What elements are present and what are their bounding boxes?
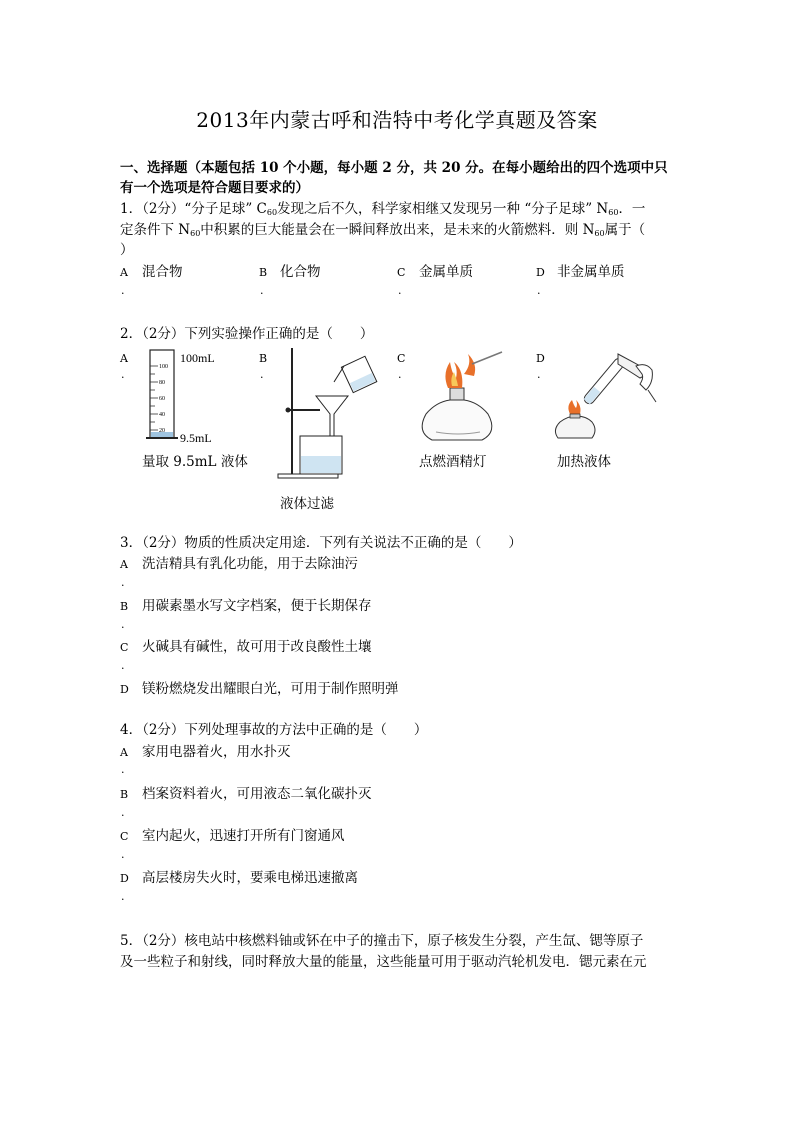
q1-option-c-letter: C <box>397 266 406 279</box>
stand-base <box>278 474 338 478</box>
scale-tick-label: 100 <box>159 364 168 370</box>
glass-rod <box>334 366 344 382</box>
q1-text: 发现之后不久，科学家相继又发现另一种 “分子足球” N <box>277 201 609 217</box>
q4-option-a-text: 家用电器着火，用水扑灭 <box>142 744 291 760</box>
alcohol-lamp-figure <box>410 344 510 444</box>
option-dot: . <box>121 659 125 672</box>
second-flame-icon <box>464 354 475 376</box>
option-dot: . <box>121 576 125 589</box>
q2-option-b-caption: 液体过滤 <box>280 496 334 512</box>
lamp-neck <box>450 388 464 400</box>
q4-option-b-letter: B <box>120 788 129 801</box>
pouring-beaker <box>341 356 376 392</box>
option-dot: . <box>121 284 125 297</box>
option-dot: . <box>260 284 264 297</box>
q4-option-a-letter: A <box>120 746 128 759</box>
q2-option-d-letter: D <box>536 352 545 365</box>
q1-text: 定条件下 N <box>120 222 191 238</box>
q4-stem: 4．（2分）下列处理事故的方法中正确的是（ ） <box>120 722 428 738</box>
subscript: 60 <box>608 208 619 217</box>
q3-option-b-text: 用碳素墨水写文字档案，便于长期保存 <box>142 598 372 614</box>
q4-option-c-letter: C <box>120 830 129 843</box>
q1-option-d-text: 非金属单质 <box>557 264 625 280</box>
q3-option-c-text: 火碱具有碱性，故可用于改良酸性土壤 <box>142 639 372 655</box>
option-dot: . <box>398 368 402 381</box>
q3-option-b-letter: B <box>120 600 129 613</box>
heating-liquid-figure <box>548 344 658 444</box>
option-dot: . <box>121 368 125 381</box>
q5-stem-line2: 及一些粒子和射线，同时释放大量的能量，这些能量可用于驱动汽轮机发电．锶元素在元 <box>120 954 647 970</box>
option-dot: . <box>398 284 402 297</box>
option-dot: . <box>121 848 125 861</box>
q1-stem-line3: ） <box>120 242 134 258</box>
cylinder-label-top: 100mL <box>180 351 215 365</box>
q4-option-b-text: 档案资料着火，可用液态二氧化碳扑灭 <box>142 786 372 802</box>
q1-text: 中积累的巨大能量会在一瞬间释放出来，是未来的火箭燃料．则 N <box>200 222 595 238</box>
q3-option-d-text: 镁粉燃烧发出耀眼白光，可用于制作照明弹 <box>142 681 399 697</box>
q1-option-a-text: 混合物 <box>142 264 183 280</box>
option-dot: . <box>537 284 541 297</box>
q4-option-d-letter: D <box>120 872 129 885</box>
q2-stem: 2．（2分）下列实验操作正确的是（ ） <box>120 326 374 342</box>
option-dot: . <box>121 806 125 819</box>
scale-tick-label: 20 <box>159 428 165 434</box>
q2-option-c-caption: 点燃酒精灯 <box>419 454 487 470</box>
q1-text: 1．（2分）“分子足球” C <box>120 201 267 217</box>
q3-option-a-letter: A <box>120 558 128 571</box>
flame-icon <box>568 400 580 414</box>
q3-option-a-text: 洗洁精具有乳化功能，用于去除油污 <box>142 556 358 572</box>
option-dot: . <box>121 618 125 631</box>
subscript: 60 <box>594 229 605 238</box>
scale-tick-label: 60 <box>159 396 165 402</box>
filtrate-liquid <box>301 456 341 473</box>
clamp-knob <box>286 408 291 413</box>
q1-option-b-letter: B <box>259 266 268 279</box>
option-dot: . <box>260 368 264 381</box>
lamp-body <box>555 416 595 438</box>
scale-tick-label: 80 <box>159 380 165 386</box>
q2-option-b-letter: B <box>259 352 268 365</box>
option-dot: . <box>121 763 125 776</box>
q4-option-d-text: 高层楼房失火时，要乘电梯迅速撤离 <box>142 870 358 886</box>
q1-option-d-letter: D <box>536 266 545 279</box>
cylinder-label-bottom: 9.5mL <box>180 431 212 445</box>
q2-option-a-letter: A <box>120 352 128 365</box>
q1-text: ．一 <box>618 201 646 217</box>
option-dot: . <box>537 368 541 381</box>
subscript: 60 <box>190 229 201 238</box>
q3-option-c-letter: C <box>120 641 129 654</box>
q3-stem: 3．（2分）物质的性质决定用途．下列有关说法不正确的是（ ） <box>120 535 522 551</box>
section-header-line2: 有一个选项是符合题目要求的） <box>120 180 309 196</box>
lamp-neck <box>570 414 580 418</box>
q1-text: 属于（ <box>604 222 646 238</box>
q1-stem-line2 <box>120 220 645 244</box>
q3-option-d-letter: D <box>120 683 129 696</box>
q2-option-d-caption: 加热液体 <box>557 454 611 470</box>
q4-option-c-text: 室内起火，迅速打开所有门窗通风 <box>142 828 345 844</box>
filtration-figure <box>270 344 380 484</box>
funnel <box>316 396 348 436</box>
second-lamp-wick <box>472 352 502 364</box>
page-title: 2013年内蒙古呼和浩特中考化学真题及答案 <box>196 108 598 132</box>
hand-wrist <box>648 390 656 402</box>
scale-tick-label: 40 <box>159 412 165 418</box>
subscript: 60 <box>266 208 278 217</box>
q1-option-a-letter: A <box>120 266 128 279</box>
section-header-line1: 一、选择题（本题包括 10 个小题，每小题 2 分，共 20 分。在每小题给出的四个选项中只 <box>120 160 668 176</box>
q2-option-c-letter: C <box>397 352 406 365</box>
option-dot: . <box>121 890 125 903</box>
q2-option-a-caption: 量取 9.5mL 液体 <box>142 454 248 470</box>
q1-option-c-text: 金属单质 <box>419 264 473 280</box>
q5-stem-line1: 5．（2分）核电站中核燃料铀或钚在中子的撞击下，原子核发生分裂，产生氙、锶等原子 <box>120 933 644 949</box>
graduated-cylinder-figure <box>140 344 255 448</box>
q1-option-b-text: 化合物 <box>280 264 321 280</box>
